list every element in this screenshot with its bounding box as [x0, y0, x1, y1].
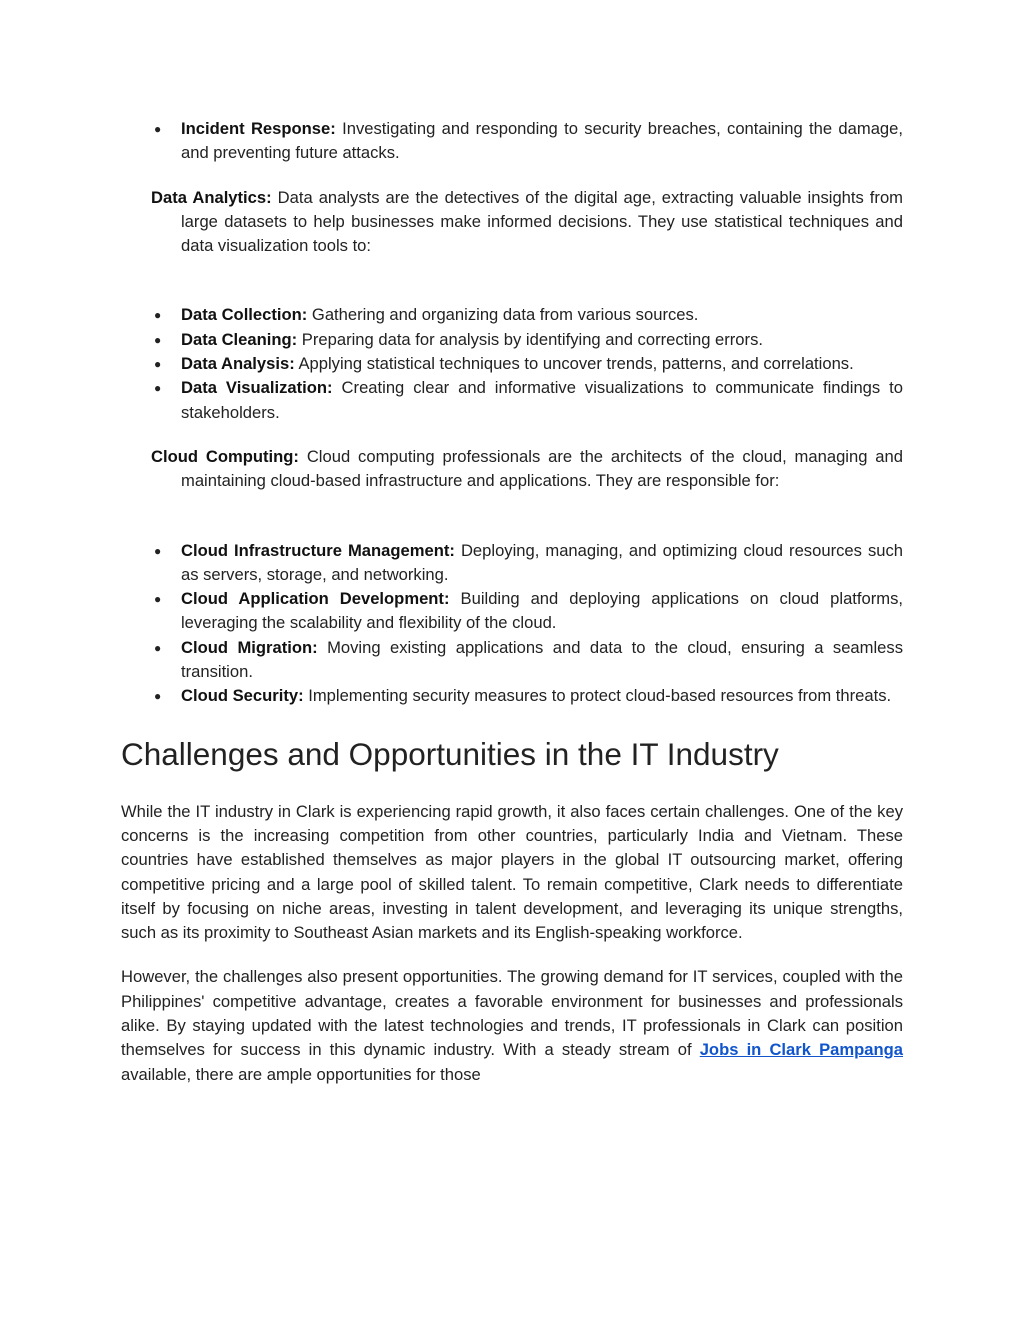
item-text: Investigating and responding to security breaches, containing the damage, and preventing future attacks. — [181, 119, 904, 163]
list-item — [121, 376, 903, 425]
section-text: Cloud computing professionals are the architects of the cloud, managing and maintaining cloud-based infrastructure and applications. They are responsible for: — [181, 446, 903, 491]
jobs-in-clark-pampanga-link[interactable]: Jobs in Clark Pampanga — [699, 1040, 904, 1060]
cloud-computing-list — [121, 539, 903, 709]
item-text: Creating clear and informative visualizations to communicate findings to stakeholders. — [181, 378, 904, 422]
list-item — [121, 539, 903, 588]
list-item — [121, 636, 903, 685]
section-text: Data analysts are the detectives of the digital age, extracting valuable insights from large datasets to help businesses make informed decisions. They use statistical techniques and data visualization tools to: — [181, 187, 903, 256]
bullet-icon: ● — [154, 381, 162, 396]
list-item — [121, 117, 903, 166]
item-label: Data Collection: — [181, 305, 308, 325]
list-item — [121, 303, 903, 327]
bullet-icon: ● — [154, 122, 162, 136]
list-item — [121, 328, 903, 352]
item-label: Data Analysis: — [181, 354, 295, 374]
item-text: Gathering and organizing data from various sources. — [307, 305, 699, 325]
content-column — [121, 117, 903, 1087]
list-item — [121, 587, 903, 636]
data-analytics-list — [121, 303, 903, 424]
item-label: Cloud Migration: — [181, 637, 318, 657]
list-item — [121, 684, 903, 708]
paragraph-text: available, there are ample opportunities for those — [121, 1064, 481, 1084]
bullet-icon: ● — [154, 543, 162, 558]
bullet-icon: ● — [154, 640, 162, 655]
item-label: Data Visualization: — [181, 378, 333, 398]
item-label: Cloud Security: — [181, 686, 304, 706]
body-paragraph — [121, 965, 903, 1086]
security-tasks-list — [121, 117, 903, 166]
item-text: Moving existing applications and data to the cloud, ensuring a seamless transition. — [181, 637, 903, 682]
bullet-icon: ● — [154, 357, 162, 372]
section-label: Data Analytics: — [151, 187, 272, 207]
cloud-computing-paragraph — [121, 445, 903, 494]
bullet-icon: ● — [154, 332, 162, 347]
item-text: Preparing data for analysis by identifying and correcting errors. — [297, 329, 763, 349]
body-paragraph: While the IT industry in Clark is experiencing rapid growth, it also faces certain challenges. One of the key concerns is the increasing competition from other countries, particularly India and Vietnam. These countries have established themselves as major players in the global IT outsourcing market, offering competitive pricing and a large pool of skilled talent. To remain competitive, Clark needs to differentiate itself by focusing on niche areas, investing in talent development, and leveraging its unique strengths, such as its proximity to Southeast Asian markets and its English-speaking workforce. — [121, 801, 903, 943]
item-label: Data Cleaning: — [181, 329, 298, 349]
item-text: Implementing security measures to protect cloud-based resources from threats. — [303, 686, 892, 706]
bullet-icon: ● — [154, 308, 162, 323]
bullet-icon: ● — [154, 689, 162, 704]
item-label: Cloud Infrastructure Management: — [181, 540, 455, 560]
bullet-icon: ● — [154, 592, 162, 607]
item-text: Deploying, managing, and optimizing cloud resources such as servers, storage, and networking. — [181, 540, 903, 584]
item-text: Building and deploying applications on cloud platforms, leveraging the scalability and flexibility of the cloud. — [181, 589, 904, 633]
section-label: Cloud Computing: — [151, 446, 299, 466]
data-analytics-paragraph — [121, 186, 903, 259]
section-heading: Challenges and Opportunities in the IT Industry — [121, 735, 779, 772]
paragraph-text: However, the challenges also present opportunities. The growing demand for IT services, coupled with the Philippines' competitive advantage, creates a favorable environment for businesses and professionals alike. By staying updated with the latest technologies and trends, IT professionals in Clark can position themselves for success in this dynamic industry. With a steady stream of — [121, 967, 903, 1060]
item-label: Cloud Application Development: — [181, 589, 450, 609]
item-label: Incident Response: — [181, 119, 336, 138]
item-text: Applying statistical techniques to uncover trends, patterns, and correlations. — [294, 354, 854, 374]
list-item — [121, 352, 903, 376]
